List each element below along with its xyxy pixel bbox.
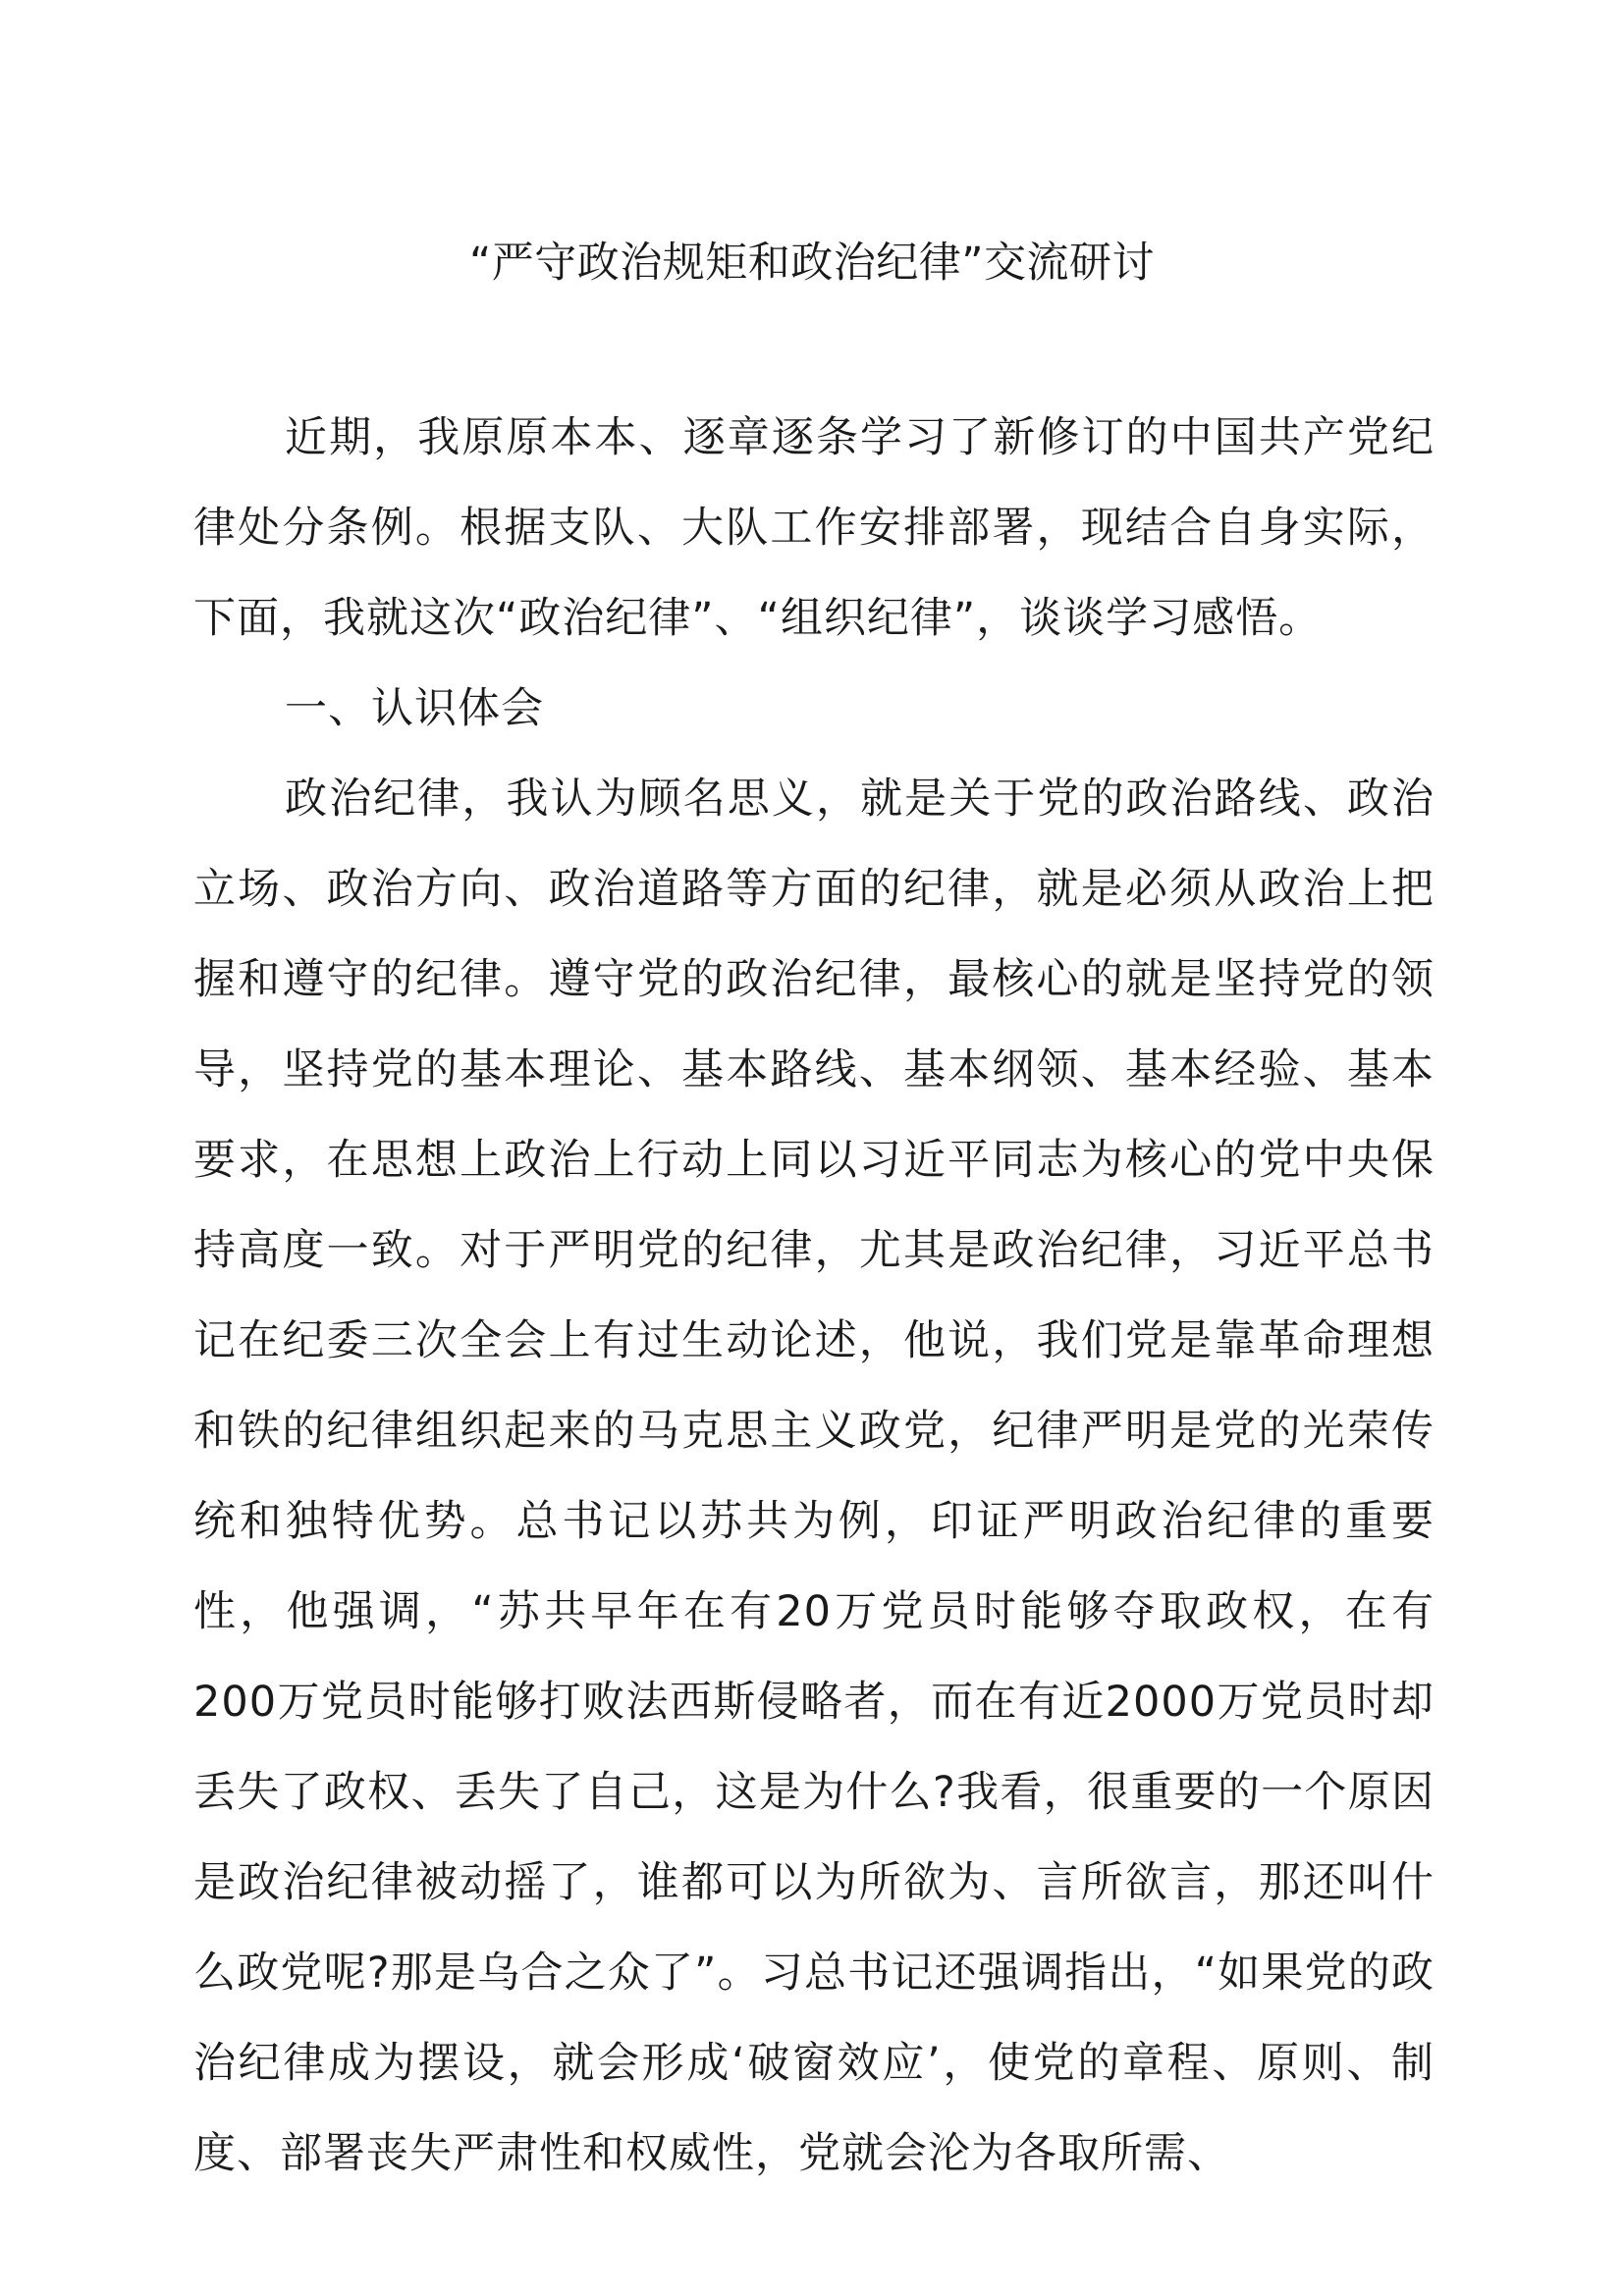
- section-heading: 一、认识体会: [285, 684, 544, 733]
- paragraph-intro: 近期，我原原本本、逐章逐条学习了新修订的中国共产党纪律处分条例。根据支队、大队工作安排部署，现结合自身实际，下面，我就这次“政治纪律”、“组织纪律”，谈谈学习感悟。: [193, 413, 1435, 643]
- document-title: “严守政治规矩和政治纪律”交流研讨: [468, 239, 1156, 288]
- paragraph-political-discipline: 政治纪律，我认为顾名思义，就是关于党的政治路线、政治立场、政治方向、政治道路等方面的纪律，就是必须从政治上把握和遵守的纪律。遵守党的政治纪律，最核心的就是坚持党的领导，坚持党的基本理论、基本路线、基本纲领、基本经验、基本要求，在思想上政治上行动上同以习近平同志为核心的党中央保持高度一致。对于严明党的纪律，尤其是政治纪律，习近平总书记在纪委三次全会上有过生动论述，他说，我们党是靠革命理想和铁的纪律组织起来的马克思主义政党，纪律严明是党的光荣传统和独特优势。总书记以苏共为例，印证严明政治纪律的重要性，他强调，“苏共早年在有20万党员时能够夺取政权，在有200万党员时能够打败法西斯侵略者，而在有近2000万党员时却丢失了政权、丢失了自己，这是为什么?我看，很重要的一个原因是政治纪律被动摇了，谁都可以为所欲为、言所欲言，那还叫什么政党呢?那是乌合之众了”。习总书记还强调指出，“如果党的政治纪律成为摆设，就会形成‘破窗效应’，使党的章程、原则、制度、部署丧失严肃性和权威性，党就会沦为各取所需、: [193, 774, 1435, 2178]
